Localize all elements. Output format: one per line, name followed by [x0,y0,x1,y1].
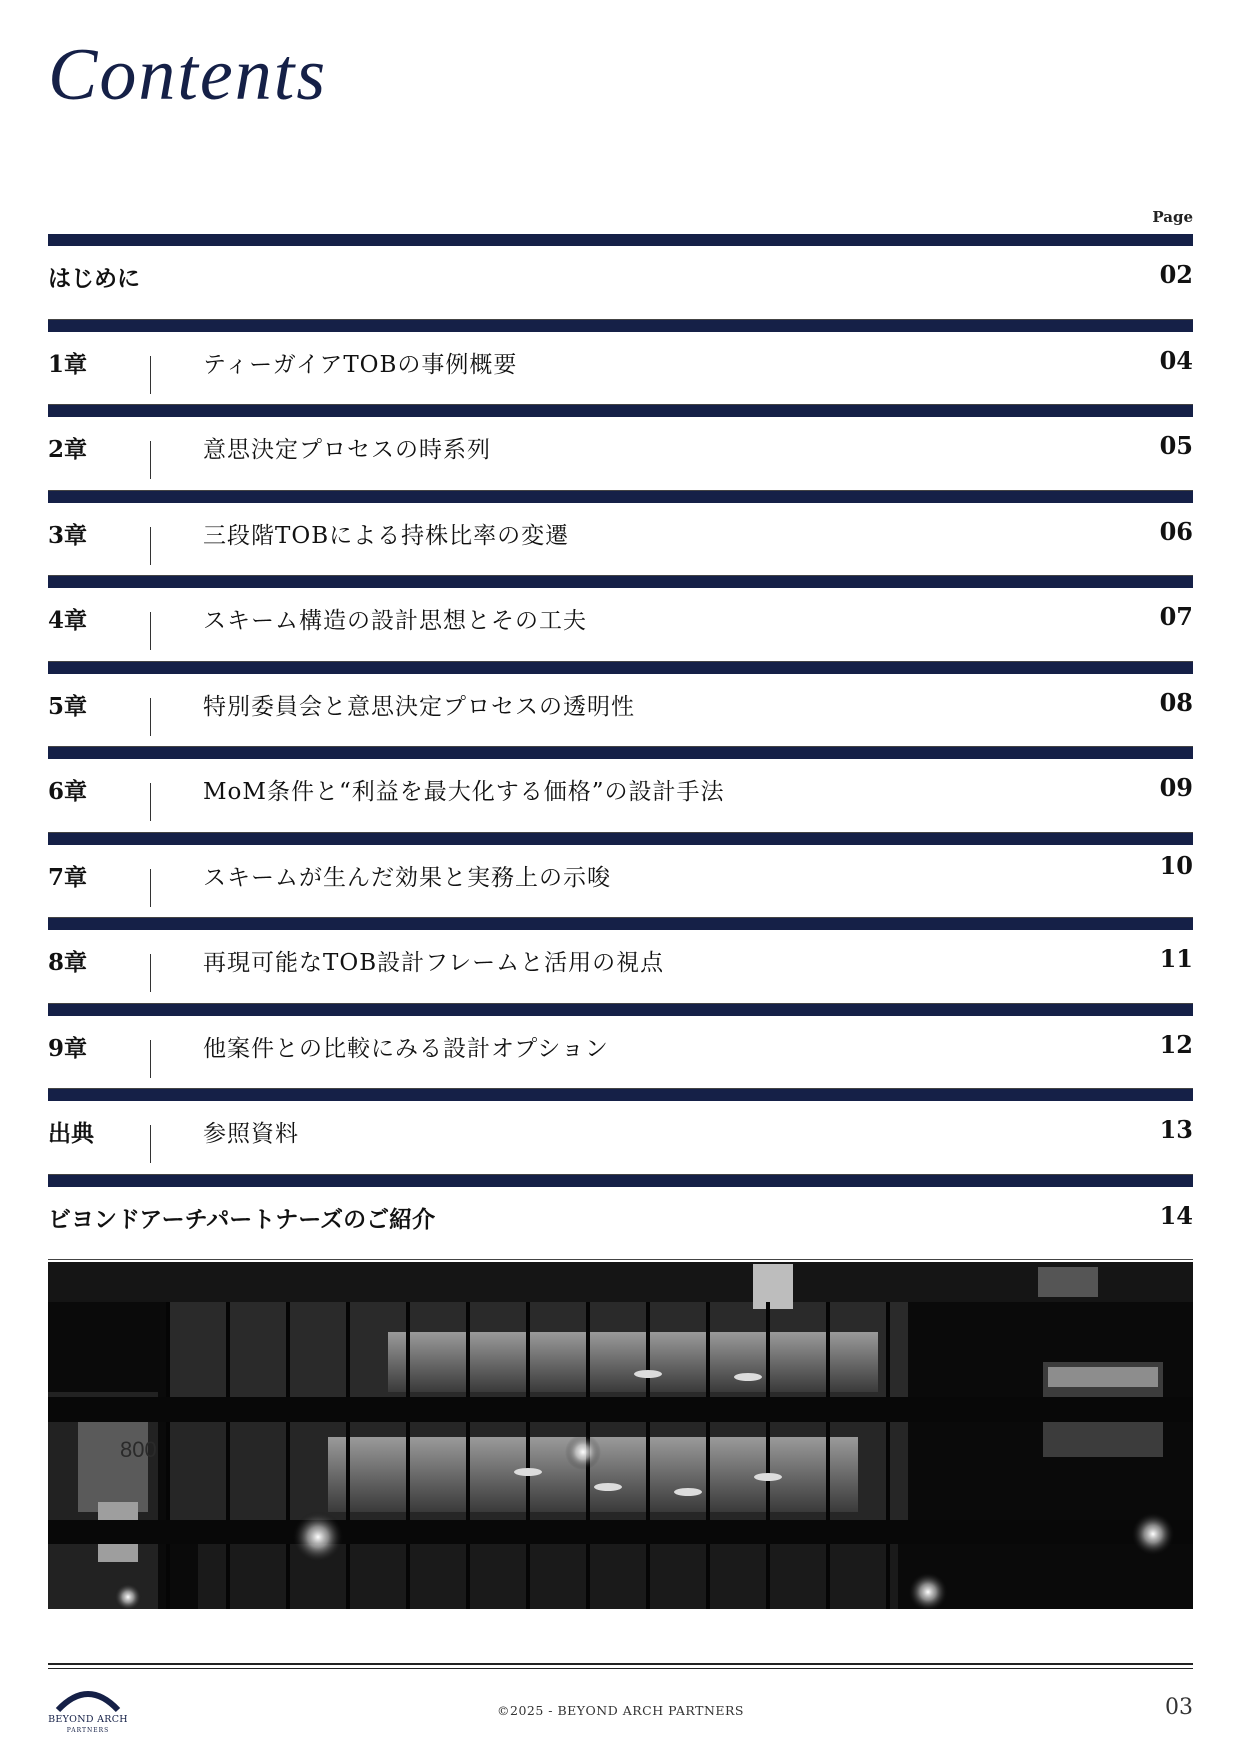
toc-chapter: 4章 [48,607,88,634]
toc-chapter: 9章 [48,1034,88,1062]
toc-chapter: 6章 [48,778,88,805]
copyright: ©2025 - BEYOND ARCH PARTNERS [497,1703,744,1718]
row-bar [48,234,1193,246]
toc-chapter: 3章 [48,521,88,549]
toc-chapter: 出典 [48,1120,94,1147]
row-divider [150,1125,151,1163]
toc-page: 12 [1159,1029,1193,1059]
row-bar [48,1004,1193,1016]
table-of-contents [48,234,1193,1260]
toc-chapter: 2章 [48,436,88,463]
page-title: Contents [48,34,328,116]
row-bar [48,491,1193,503]
footer-rule [48,1663,1193,1665]
row-divider [150,869,151,907]
toc-row-ch4[interactable] [48,576,1193,662]
toc-title: スキーム構造の設計思想とその工夫 [203,608,587,634]
footer-rule [48,1668,1193,1669]
toc-chapter: 1章 [48,350,88,378]
row-divider [150,527,151,565]
row-bar [48,662,1193,674]
building-number: 800 [120,1437,157,1462]
toc-title: ティーガイアTOBの事例概要 [203,351,518,378]
row-bar [48,405,1193,417]
toc-page: 11 [1159,944,1193,973]
logo-name: BEYOND ARCH [48,1714,128,1725]
toc-page: 14 [1159,1200,1193,1230]
toc-row-sources[interactable] [48,1089,1193,1175]
toc-title: MoM条件と“利益を最大化する価格”の設計手法 [203,779,725,805]
toc-title: 意思決定プロセスの時系列 [203,437,491,463]
row-bar [48,833,1193,845]
toc-page: 13 [1159,1115,1193,1144]
toc-title: 他案件との比較にみる設計オプション [203,1035,609,1062]
row-divider [150,356,151,394]
row-bar [48,1175,1193,1187]
toc-title: スキームが生んだ効果と実務上の示唆 [203,864,611,891]
row-bar [48,320,1193,332]
toc-title: 再現可能なTOB設計フレームと活用の視点 [203,950,665,976]
toc-title: 三段階TOBによる持株比率の変遷 [203,522,570,549]
toc-chapter: 8章 [48,949,88,976]
toc-row-ch2[interactable] [48,405,1193,491]
toc-page: 02 [1159,260,1193,289]
toc-page: 10 [1159,850,1193,880]
toc-page: 06 [1159,516,1193,546]
page-number: 03 [1165,1695,1193,1720]
toc-row-ch8[interactable] [48,918,1193,1004]
toc-title: 特別委員会と意思決定プロセスの透明性 [203,693,635,720]
toc-chapter: 5章 [48,692,88,720]
row-divider [150,441,151,479]
row-bar [48,576,1193,588]
row-bar [48,1089,1193,1101]
toc-row-ch5[interactable] [48,662,1193,748]
toc-page: 04 [1159,345,1193,375]
row-divider [150,698,151,736]
toc-row-ch9[interactable] [48,1004,1193,1090]
office-building-night-photo [48,1262,1193,1609]
toc-row-company[interactable] [48,1175,1193,1261]
row-bar [48,918,1193,930]
toc-title: ビヨンドアーチパートナーズのご紹介 [48,1205,436,1233]
toc-page: 07 [1159,602,1193,631]
toc-row-ch3[interactable] [48,491,1193,577]
page-column-header: Page [1152,208,1193,226]
row-bar [48,747,1193,759]
row-divider [150,783,151,821]
toc-page: 09 [1159,773,1193,802]
logo-subtitle: PARTNERS [66,1727,110,1734]
toc-row-ch1[interactable] [48,320,1193,406]
toc-row-ch7[interactable] [48,833,1193,919]
toc-title: 参照資料 [203,1121,299,1147]
toc-title: はじめに [48,265,140,292]
row-divider [150,954,151,992]
toc-page: 05 [1159,431,1193,460]
toc-chapter: 7章 [48,863,88,891]
toc-page: 08 [1159,687,1193,717]
row-divider [150,612,151,650]
toc-row-ch6[interactable] [48,747,1193,833]
toc-row-intro[interactable] [48,234,1193,320]
row-underline [48,1259,1193,1260]
row-divider [150,1040,151,1078]
